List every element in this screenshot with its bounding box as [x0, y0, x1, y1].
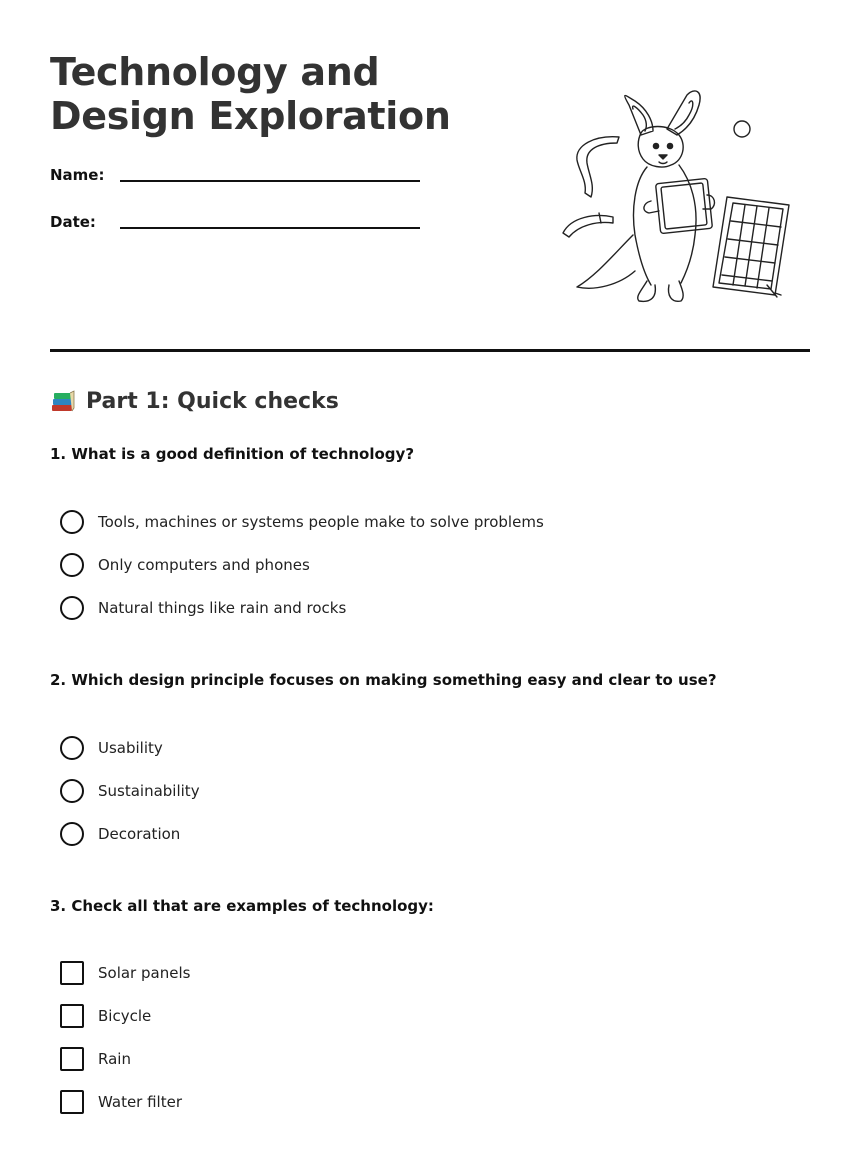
- option-label: Only computers and phones: [98, 556, 310, 574]
- option-label: Solar panels: [98, 964, 191, 982]
- q1-option-3[interactable]: [60, 595, 346, 621]
- q2-option-1[interactable]: [60, 735, 163, 761]
- name-field[interactable]: [50, 166, 430, 196]
- q3-option-3[interactable]: [60, 1046, 131, 1072]
- option-label: Decoration: [98, 825, 181, 843]
- radio-button[interactable]: [60, 553, 84, 577]
- date-input-line[interactable]: [120, 227, 420, 229]
- question-3: 3. Check all that are examples of technology:: [50, 897, 434, 915]
- question-2: 2. Which design principle focuses on making something easy and clear to use?: [50, 671, 717, 689]
- q1-option-1[interactable]: [60, 509, 544, 535]
- option-label: Usability: [98, 739, 163, 757]
- checkbox[interactable]: [60, 1047, 84, 1071]
- kangaroo-illustration: [555, 85, 800, 315]
- name-input-line[interactable]: [120, 180, 420, 182]
- option-label: Tools, machines or systems people make to solve problems: [98, 513, 544, 531]
- q3-option-1[interactable]: [60, 960, 190, 986]
- q1-option-2[interactable]: [60, 552, 310, 578]
- checkbox[interactable]: [60, 1004, 84, 1028]
- date-field[interactable]: [50, 213, 430, 243]
- radio-button[interactable]: [60, 779, 84, 803]
- section-title: [50, 388, 339, 414]
- name-label: Name:: [50, 166, 105, 184]
- books-icon: [50, 388, 76, 414]
- question-1: 1. What is a good definition of technology?: [50, 445, 415, 463]
- checkbox[interactable]: [60, 1090, 84, 1114]
- radio-button[interactable]: [60, 510, 84, 534]
- q2-option-3[interactable]: [60, 821, 180, 847]
- section-title-text: Part 1: Quick checks: [86, 388, 339, 414]
- header-divider: [50, 349, 810, 352]
- worksheet-title: Technology and Design Exploration: [50, 50, 451, 138]
- option-label: Water filter: [98, 1093, 183, 1111]
- q3-option-4[interactable]: [60, 1089, 182, 1115]
- option-label: Bicycle: [98, 1007, 152, 1025]
- radio-button[interactable]: [60, 822, 84, 846]
- option-label: Natural things like rain and rocks: [98, 599, 347, 617]
- option-label: Rain: [98, 1050, 131, 1068]
- option-label: Sustainability: [98, 782, 200, 800]
- date-label: Date:: [50, 213, 96, 231]
- radio-button[interactable]: [60, 596, 84, 620]
- radio-button[interactable]: [60, 736, 84, 760]
- q2-option-2[interactable]: [60, 778, 200, 804]
- q3-option-2[interactable]: [60, 1003, 151, 1029]
- checkbox[interactable]: [60, 961, 84, 985]
